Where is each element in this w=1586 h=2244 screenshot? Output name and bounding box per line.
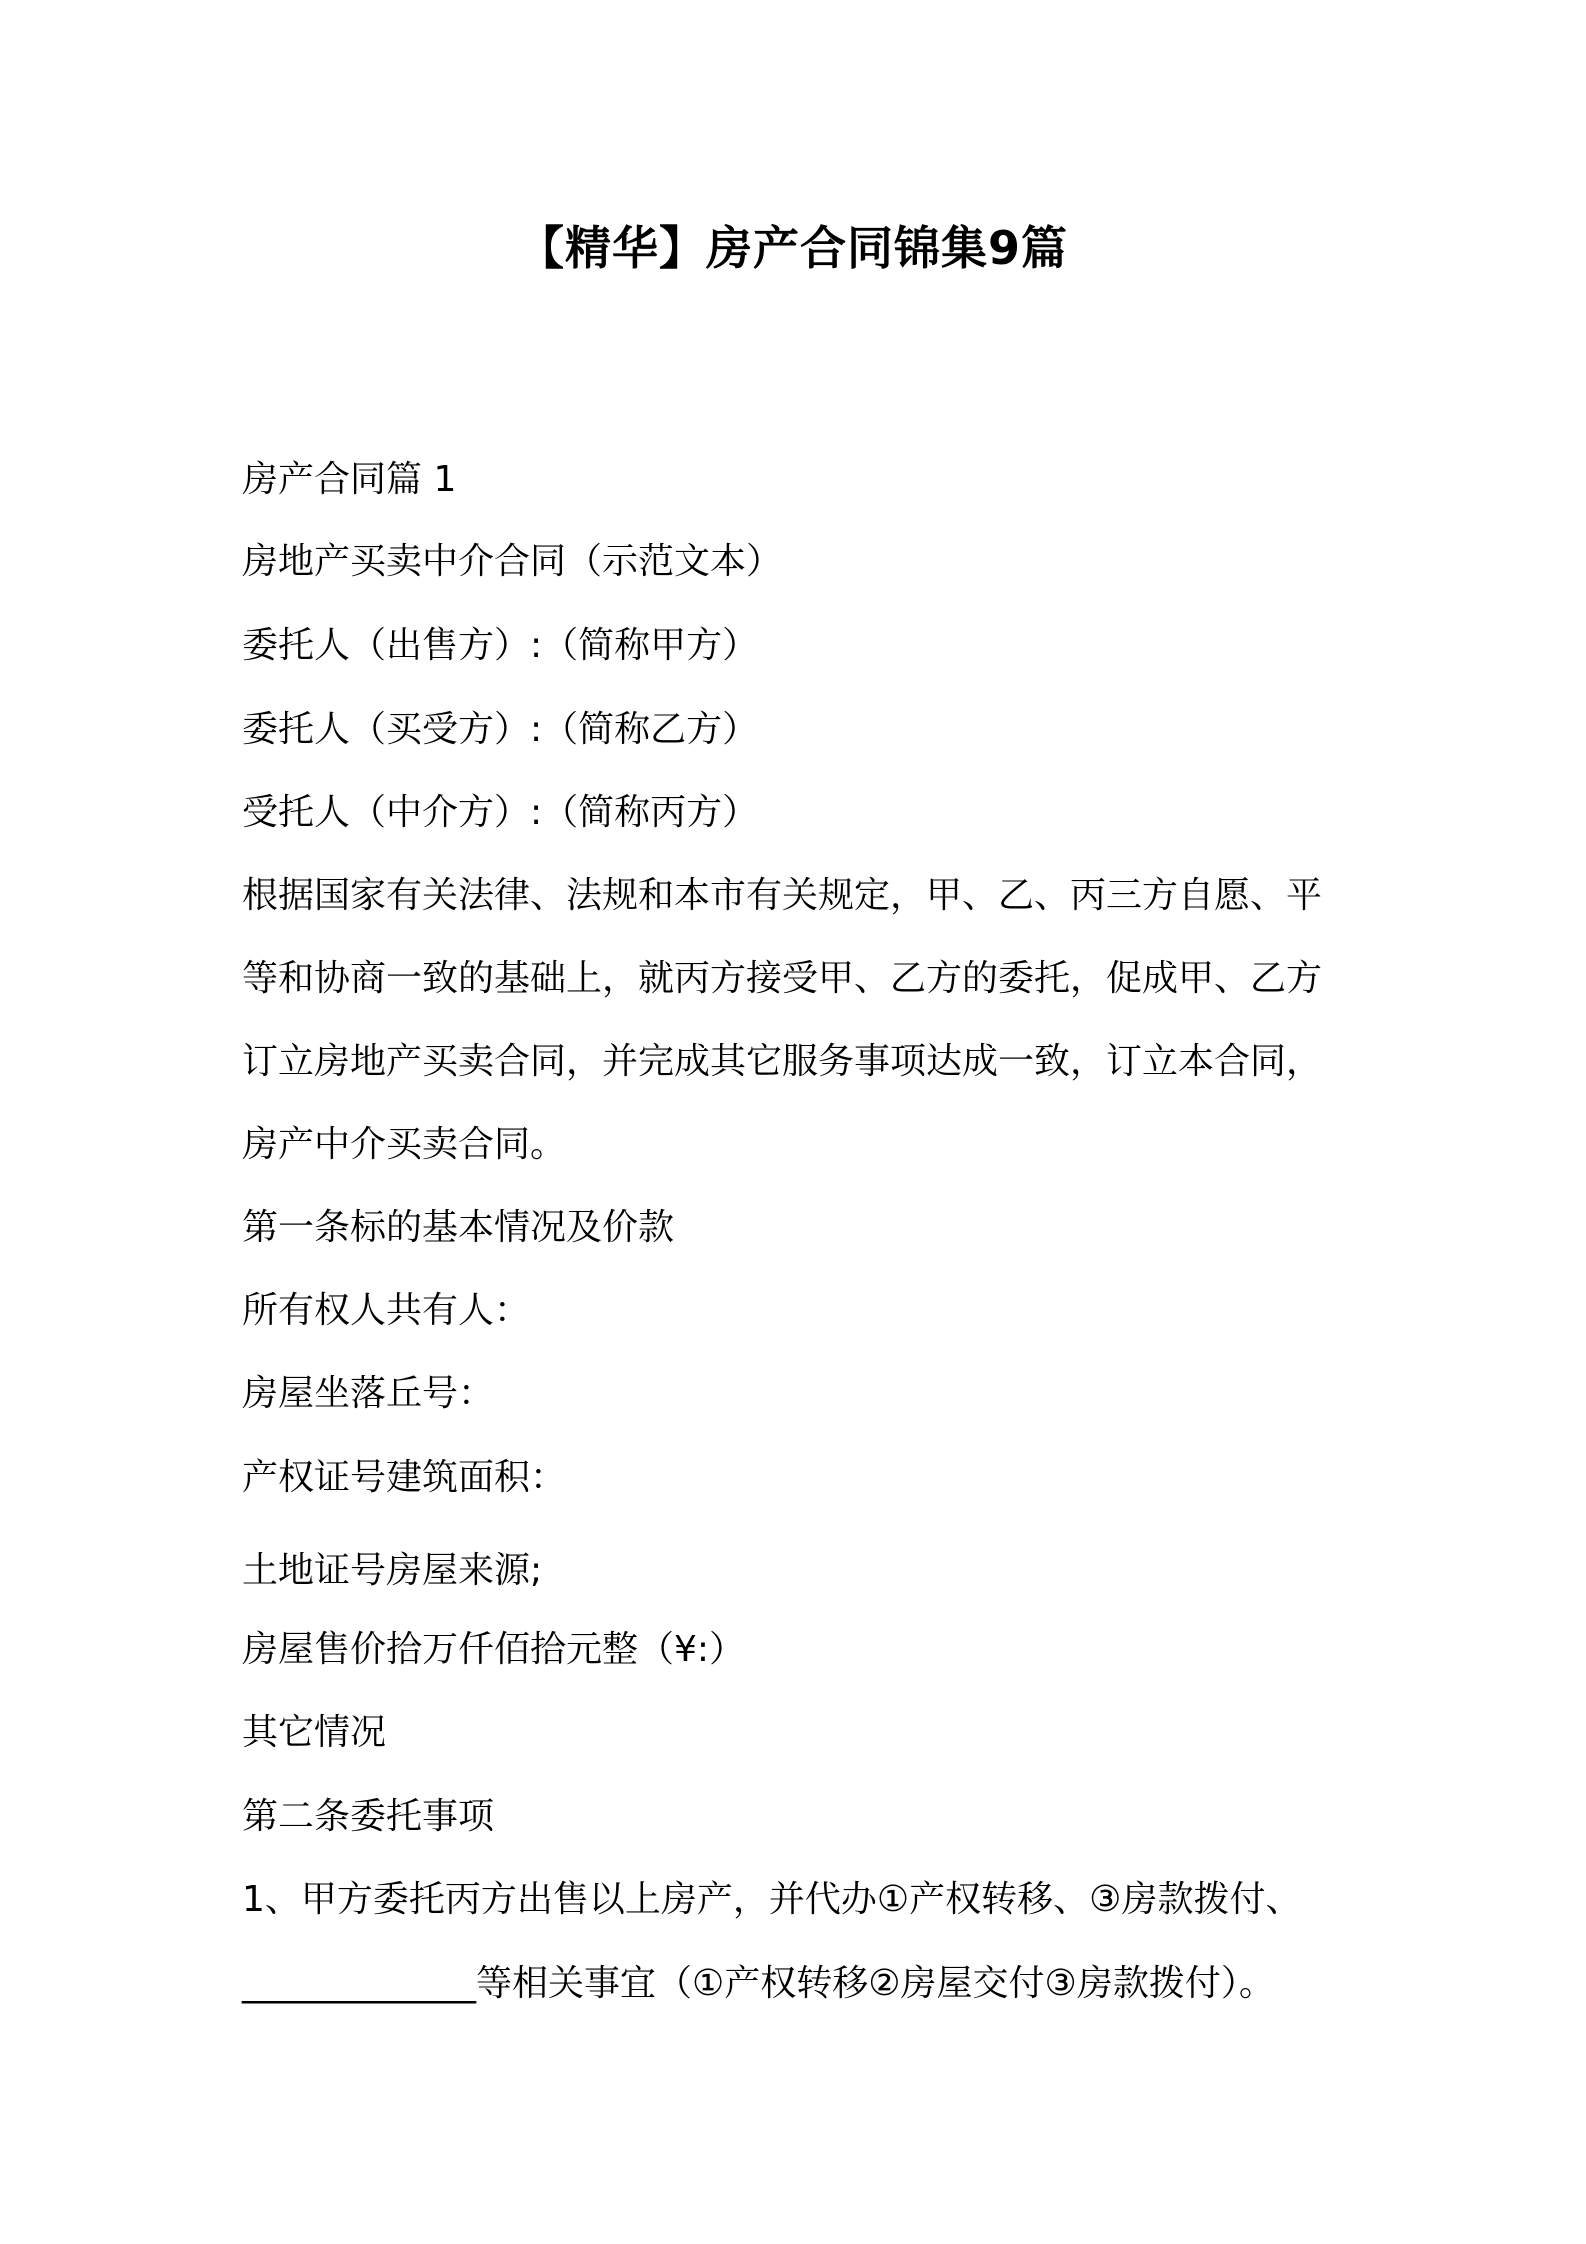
section-heading: 房产合同篇 1 <box>242 459 457 500</box>
paragraph-line: 等和协商一致的基础上，就丙方接受甲、乙方的委托，促成甲、乙方 <box>242 958 1323 999</box>
paragraph-line: 房产中介买卖合同。 <box>242 1124 567 1165</box>
field-certificate: 产权证号建筑面积： <box>242 1457 567 1498</box>
paragraph-line: _____________等相关事宜（①产权转移②房屋交付③房款拨付）。 <box>242 1963 1275 2004</box>
party-agent: 受托人（中介方）:（简称丙方） <box>242 792 759 833</box>
paragraph-line: 订立房地产买卖合同，并完成其它服务事项达成一致，订立本合同， <box>242 1041 1323 1082</box>
field-location: 房屋坐落丘号： <box>242 1373 495 1414</box>
field-other: 其它情况 <box>242 1712 387 1753</box>
paragraph-line: 根据国家有关法律、法规和本市有关规定，甲、乙、丙三方自愿、平 <box>242 875 1323 916</box>
document-title: 【精华】房产合同锦集9篇 <box>517 221 1068 275</box>
contract-name: 房地产买卖中介合同（示范文本） <box>242 541 783 582</box>
party-seller: 委托人（出售方）:（简称甲方） <box>242 625 759 666</box>
paragraph-line: 1、甲方委托丙方出售以上房产，并代办①产权转移、③房款拨付、 <box>242 1879 1302 1920</box>
field-owner: 所有权人共有人： <box>242 1290 531 1331</box>
article-heading: 第一条标的基本情况及价款 <box>242 1207 675 1248</box>
field-price: 房屋售价拾万仟佰拾元整（¥:） <box>242 1629 746 1670</box>
field-land: 土地证号房屋来源; <box>242 1550 543 1591</box>
party-buyer: 委托人（买受方）:（简称乙方） <box>242 709 759 750</box>
article-heading: 第二条委托事项 <box>242 1796 495 1837</box>
